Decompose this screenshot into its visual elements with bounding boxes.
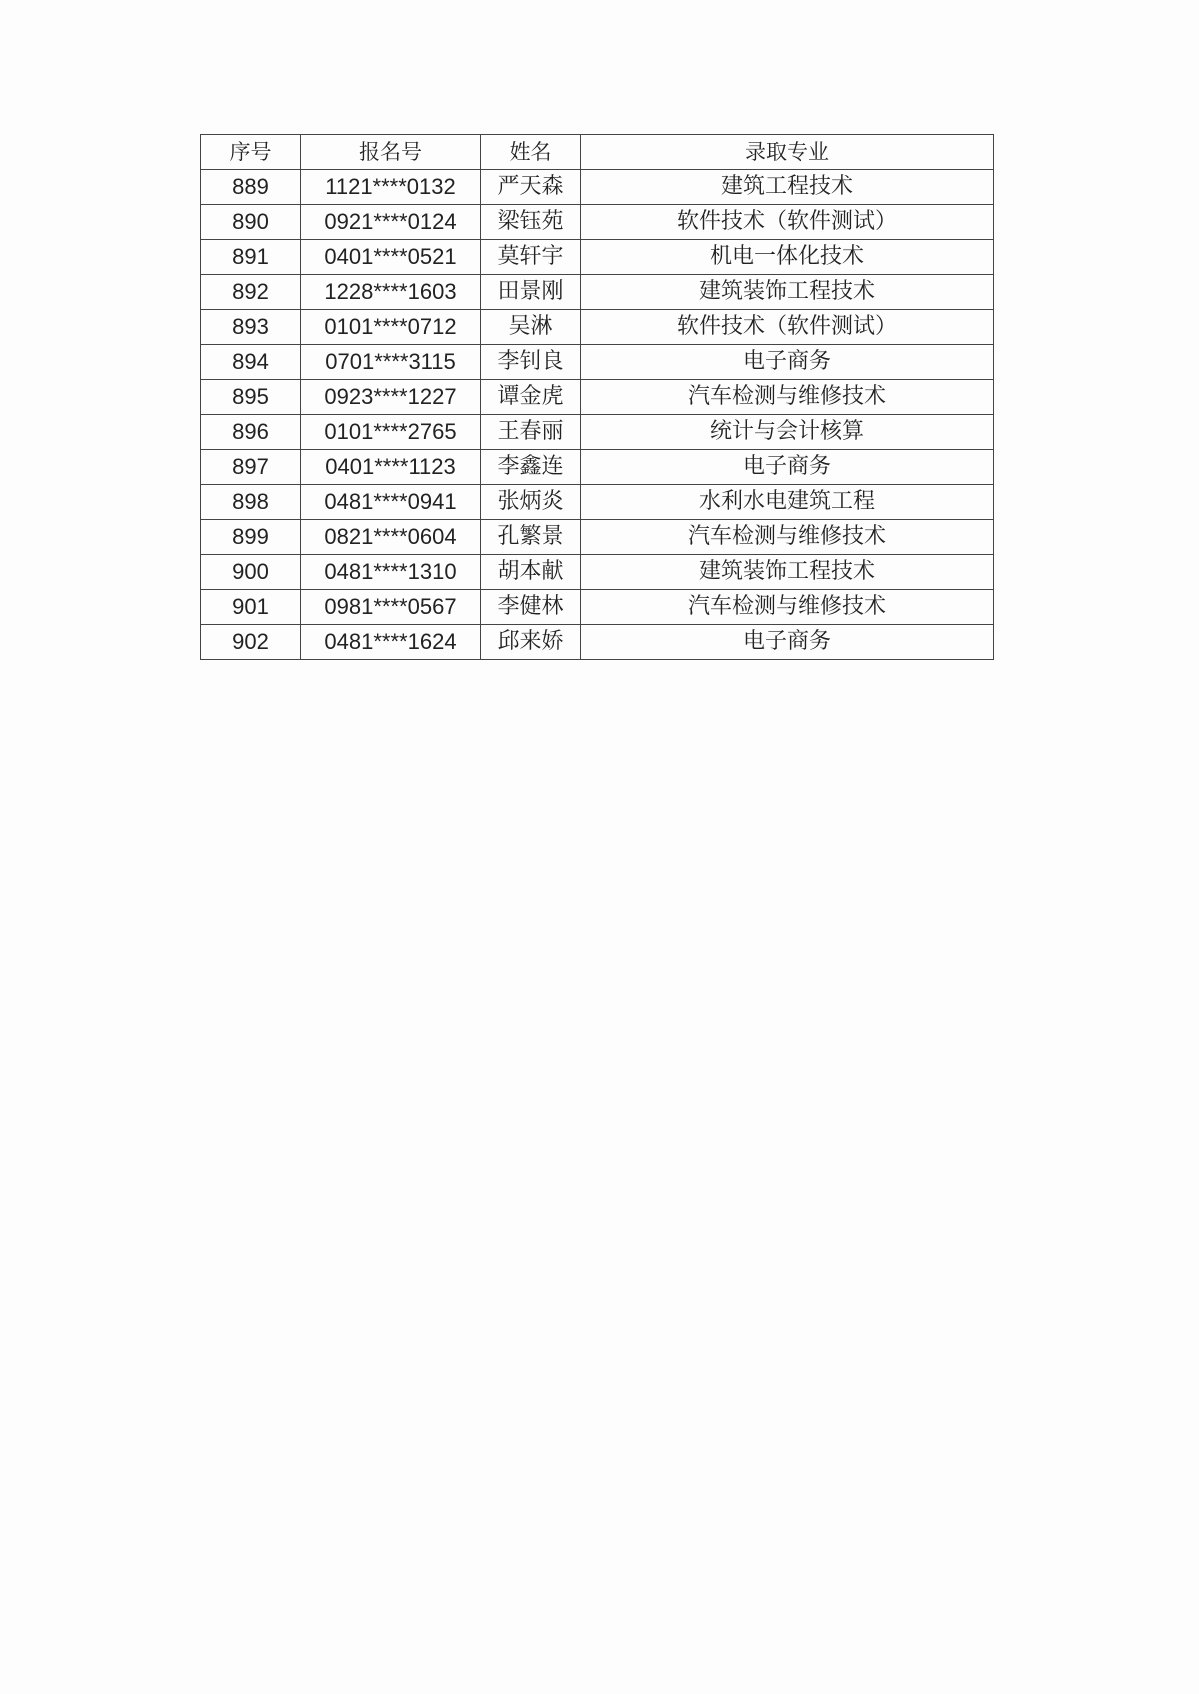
serial-number-cell: 900 <box>201 555 301 590</box>
table-row <box>201 520 994 555</box>
serial-number-cell: 892 <box>201 275 301 310</box>
major-cell: 建筑装饰工程技术 <box>581 275 994 310</box>
table-row <box>201 625 994 660</box>
table-row <box>201 555 994 590</box>
table-row <box>201 590 994 625</box>
name-cell: 李鑫连 <box>481 450 581 485</box>
registration-number-cell: 0921****0124 <box>301 205 481 240</box>
serial-number-cell: 901 <box>201 590 301 625</box>
name-cell: 吴淋 <box>481 310 581 345</box>
serial-number-cell: 899 <box>201 520 301 555</box>
registration-number-cell: 0481****1310 <box>301 555 481 590</box>
registration-number-cell: 0481****1624 <box>301 625 481 660</box>
table-row <box>201 450 994 485</box>
name-cell: 谭金虎 <box>481 380 581 415</box>
registration-number-cell: 0101****0712 <box>301 310 481 345</box>
name-cell: 田景刚 <box>481 275 581 310</box>
major-cell: 统计与会计核算 <box>581 415 994 450</box>
name-cell: 李钊良 <box>481 345 581 380</box>
serial-number-cell: 894 <box>201 345 301 380</box>
registration-number-cell: 0401****0521 <box>301 240 481 275</box>
header-admitted-major: 录取专业 <box>581 135 994 170</box>
name-cell: 胡本献 <box>481 555 581 590</box>
table-body <box>201 170 994 660</box>
table-row <box>201 170 994 205</box>
serial-number-cell: 893 <box>201 310 301 345</box>
registration-number-cell: 1228****1603 <box>301 275 481 310</box>
registration-number-cell: 1121****0132 <box>301 170 481 205</box>
name-cell: 莫轩宇 <box>481 240 581 275</box>
header-name: 姓名 <box>481 135 581 170</box>
name-cell: 李健林 <box>481 590 581 625</box>
major-cell: 汽车检测与维修技术 <box>581 380 994 415</box>
registration-number-cell: 0701****3115 <box>301 345 481 380</box>
name-cell: 梁钰苑 <box>481 205 581 240</box>
table-row <box>201 275 994 310</box>
header-serial-number: 序号 <box>201 135 301 170</box>
table-row <box>201 485 994 520</box>
table-row <box>201 345 994 380</box>
admission-table <box>200 134 994 660</box>
name-cell: 张炳炎 <box>481 485 581 520</box>
table-row <box>201 310 994 345</box>
major-cell: 机电一体化技术 <box>581 240 994 275</box>
major-cell: 电子商务 <box>581 450 994 485</box>
major-cell: 汽车检测与维修技术 <box>581 590 994 625</box>
table-row <box>201 205 994 240</box>
registration-number-cell: 0401****1123 <box>301 450 481 485</box>
serial-number-cell: 891 <box>201 240 301 275</box>
major-cell: 水利水电建筑工程 <box>581 485 994 520</box>
header-registration-number: 报名号 <box>301 135 481 170</box>
major-cell: 软件技术（软件测试） <box>581 205 994 240</box>
major-cell: 建筑装饰工程技术 <box>581 555 994 590</box>
serial-number-cell: 890 <box>201 205 301 240</box>
serial-number-cell: 902 <box>201 625 301 660</box>
name-cell: 严天森 <box>481 170 581 205</box>
registration-number-cell: 0923****1227 <box>301 380 481 415</box>
serial-number-cell: 889 <box>201 170 301 205</box>
header-row <box>201 135 994 170</box>
major-cell: 电子商务 <box>581 625 994 660</box>
registration-number-cell: 0101****2765 <box>301 415 481 450</box>
name-cell: 王春丽 <box>481 415 581 450</box>
registration-number-cell: 0821****0604 <box>301 520 481 555</box>
major-cell: 电子商务 <box>581 345 994 380</box>
serial-number-cell: 898 <box>201 485 301 520</box>
table-header <box>201 135 994 170</box>
major-cell: 建筑工程技术 <box>581 170 994 205</box>
name-cell: 邱来娇 <box>481 625 581 660</box>
serial-number-cell: 895 <box>201 380 301 415</box>
registration-number-cell: 0981****0567 <box>301 590 481 625</box>
table-row <box>201 380 994 415</box>
registration-number-cell: 0481****0941 <box>301 485 481 520</box>
major-cell: 汽车检测与维修技术 <box>581 520 994 555</box>
name-cell: 孔繁景 <box>481 520 581 555</box>
serial-number-cell: 896 <box>201 415 301 450</box>
major-cell: 软件技术（软件测试） <box>581 310 994 345</box>
table-row <box>201 240 994 275</box>
table-row <box>201 415 994 450</box>
serial-number-cell: 897 <box>201 450 301 485</box>
